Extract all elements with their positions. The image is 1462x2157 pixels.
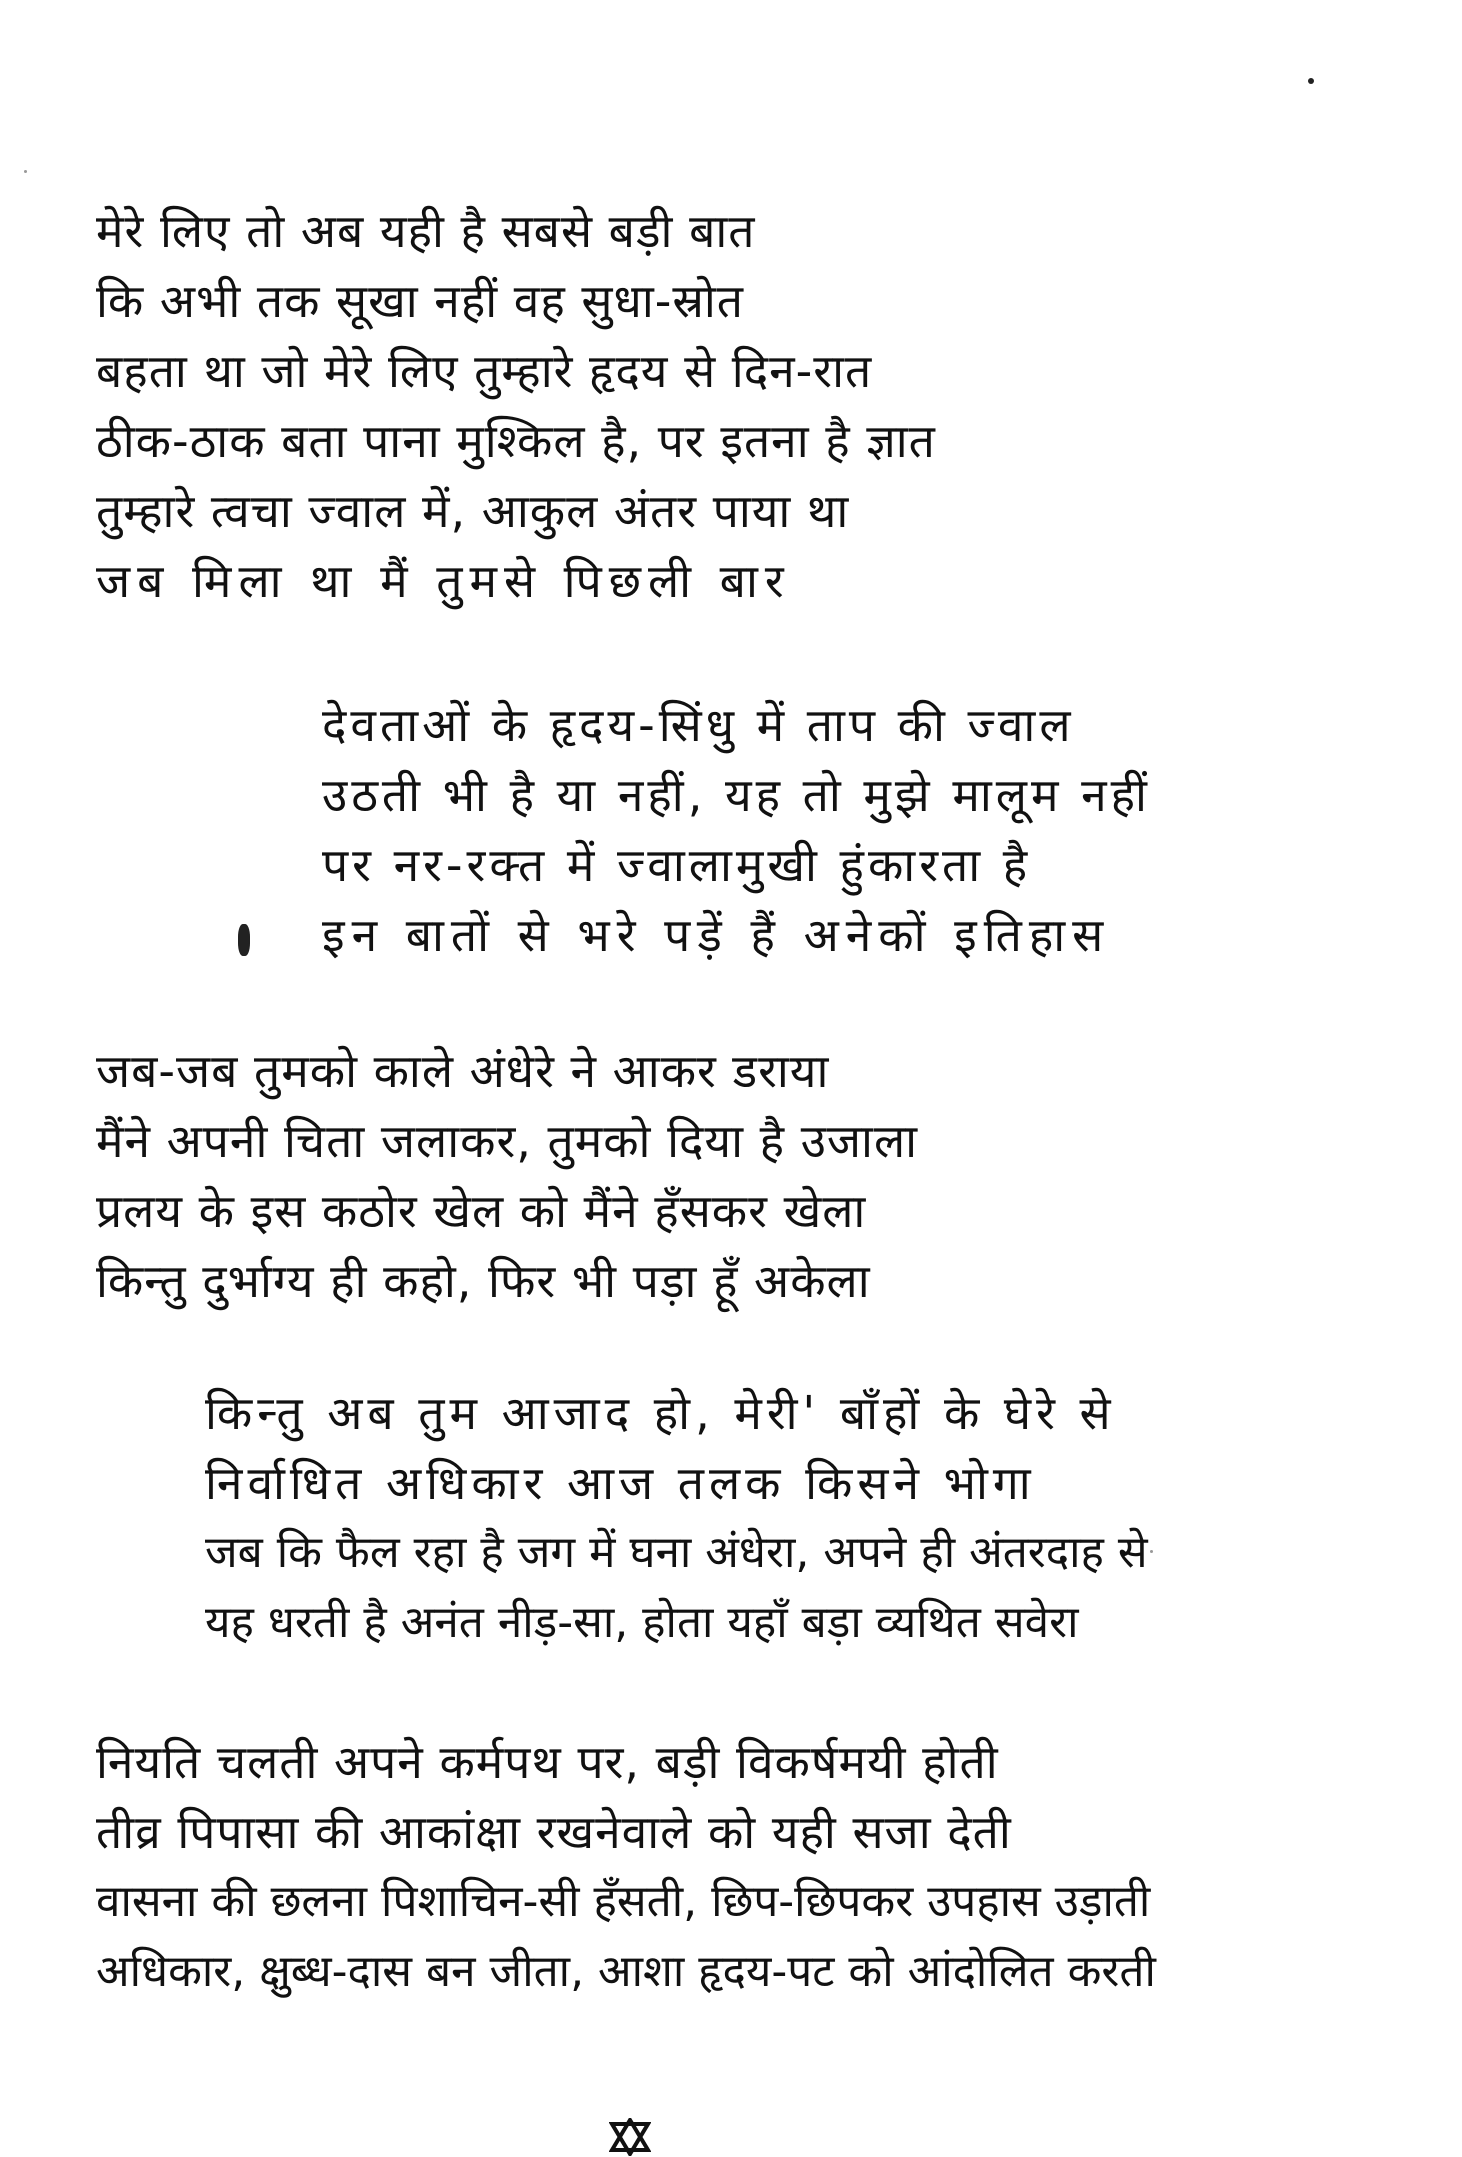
stanza-line: बहता था जो मेरे लिए तुम्हारे हृदय से दिन-रात: [96, 344, 873, 398]
stanza-line: ठीक-ठाक बता पाना मुश्किल है, पर इतना है ज्ञात: [96, 414, 936, 468]
scan-speck: [1150, 1550, 1153, 1553]
stanza-5: [96, 1727, 1156, 2007]
stanza-line: जब-जब तुमको काले अंधेरे ने आकर डराया: [96, 1044, 830, 1098]
stanza-line: नियति चलती अपने कर्मपथ पर, बड़ी विकर्षमयी होती: [96, 1735, 999, 1789]
star-of-david-icon: [609, 2118, 651, 2156]
scan-speck: [238, 924, 250, 956]
stanza-line: मैंने अपनी चिता जलाकर, तुमको दिया है उजाला: [96, 1114, 919, 1168]
stanza-line: जब मिला था मैं तुमसे पिछली बार: [96, 554, 791, 608]
scan-speck: [1308, 78, 1314, 84]
stanza-line: उठती भी है या नहीं, यह तो मुझे मालूम नहीं: [322, 768, 1151, 822]
stanza-line: पर नर-रक्त में ज्वालामुखी हुंकारता है: [322, 838, 1032, 892]
stanza-3: [96, 1036, 918, 1316]
scan-speck: [24, 170, 27, 173]
stanza-line: देवताओं के हृदय-सिंधु में ताप की ज्वाल: [322, 698, 1075, 752]
stanza-2: [322, 690, 1151, 970]
stanza-line: प्रलय के इस कठोर खेल को मैंने हँसकर खेला: [96, 1184, 867, 1238]
stanza-line: तीव्र पिपासा की आकांक्षा रखनेवाले को यही सजा देती: [96, 1805, 1012, 1859]
stanza-1: [96, 196, 936, 616]
stanza-line: अधिकार, क्षुब्ध-दास बन जीता, आशा हृदय-पट को आंदोलित करती: [96, 1946, 1156, 1997]
stanza-line: किन्तु दुर्भाग्य ही कहो, फिर भी पड़ा हूँ अकेला: [96, 1254, 871, 1308]
stanza-4: [205, 1378, 1148, 1658]
stanza-line: किन्तु अब तुम आजाद हो, मेरी' बाँहों के घेरे से: [205, 1386, 1116, 1440]
stanza-line: तुम्हारे त्वचा ज्वाल में, आकुल अंतर पाया था: [96, 484, 850, 538]
stanza-line: कि अभी तक सूखा नहीं वह सुधा-स्रोत: [96, 274, 745, 328]
stanza-line: वासना की छलना पिशाचिन-सी हँसती, छिप-छिपकर उपहास उड़ाती: [96, 1876, 1151, 1927]
stanza-line: इन बातों से भरे पड़ें हैं अनेकों इतिहास: [322, 908, 1111, 962]
stanza-line: निर्वाधित अधिकार आज तलक किसने भोगा: [205, 1456, 1036, 1510]
stanza-line: यह धरती है अनंत नीड़-सा, होता यहाँ बड़ा व्यथित सवेरा: [205, 1597, 1079, 1648]
stanza-line: मेरे लिए तो अब यही है सबसे बड़ी बात: [96, 204, 756, 258]
stanza-line: जब कि फैल रहा है जग में घना अंधेरा, अपने ही अंतरदाह से: [205, 1527, 1148, 1578]
